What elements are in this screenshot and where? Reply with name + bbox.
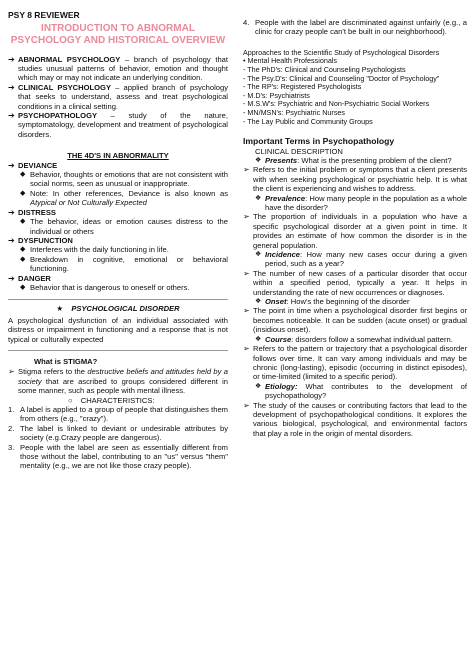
four-star-icon: ❖ (255, 335, 262, 343)
approach-line: - MN/MSN's: Psychiatric Nurses (243, 107, 346, 117)
divider (8, 350, 228, 351)
incidence-term: ❖ Incidence: How many new cases occur during a given period, such as a year? (255, 250, 467, 269)
divider (8, 299, 228, 300)
arrow-icon: ➔ (8, 160, 15, 170)
incidence-def: ➢ The number of new cases of a particular disorder that occur within a specified period, typically a year. It helps in understanding the rate of new occurrences or diagnoses. (243, 268, 467, 297)
distress-label: ➔ DISTRESS (8, 207, 56, 217)
characteristics-heading: ○ CHARACTERISTICS: (68, 395, 155, 405)
dysfunction-bullet-1: ◆ Interferes with the daily functioning in life. (20, 245, 169, 255)
chevron-icon: ➢ (243, 306, 250, 316)
onset-term: ❖ Onset: How's the beginning of the disorder (255, 297, 410, 307)
characteristic-1: 1. A label is applied to a group of people that distinguishes them from others (e.g., "crazy"). (8, 405, 228, 424)
dysfunction-bullet-2: ◆ Breakdown in cognitive, emotional or behavioral functioning. (20, 254, 228, 274)
star-icon: ★ (56, 304, 64, 314)
diamond-icon: ◆ (20, 255, 26, 263)
definition-clinical: ➔ CLINICAL PSYCHOLOGY – applied branch of psychology that seeks to understand, assess and treat psychological conditions in a clinical setting. (8, 82, 228, 111)
deviance-bullet-1: ◆ Behavior, thoughts or emotions that are not consistent with social norms, seen as unusual or inappropriate. (20, 170, 228, 189)
presents-term: ❖ Presents: What is the presenting problem of the client? (255, 155, 452, 165)
terms-heading: Important Terms in Psychopathology (243, 136, 395, 147)
arrow-icon: ➔ (8, 207, 15, 217)
diamond-icon: ◆ (20, 171, 26, 179)
approaches-heading: Approaches to the Scientific Study of Psychological Disorders (243, 47, 440, 57)
chevron-icon: ➢ (243, 344, 250, 354)
characteristic-4: 4. People with the label are discriminated against unfairly (e.g., a clinic for crazy people can't be built in our neighborhood). (243, 18, 467, 37)
approach-line: - M.D's: Psychiatrists (243, 90, 310, 100)
diamond-icon: ◆ (20, 283, 26, 291)
course-term: ❖ Course: disorders follow a somewhat individual pattern. (255, 334, 453, 344)
four-star-icon: ❖ (255, 382, 262, 390)
arrow-icon: ➔ (8, 111, 15, 121)
four-star-icon: ❖ (255, 194, 262, 202)
diamond-icon: ◆ (20, 246, 26, 254)
four-star-icon: ❖ (255, 251, 262, 259)
deviance-bullet-2: ◆ Note: In other references, Deviance is also known as Atypical or Not Culturally Expected (20, 188, 228, 208)
chevron-icon: ➢ (243, 212, 250, 222)
approach-line: • Mental Health Professionals (243, 56, 338, 66)
characteristic-2: 2. The label is linked to deviant or undesirable attributes by society (e.g.Crazy people are dangerous). (8, 423, 228, 443)
definition-psychopathology: ➔ PSYCHOPATHOLOGY – study of the nature, symptomatology, development and treatment of psychological disorders. (8, 111, 228, 139)
approach-line: - M.S.W's: Psychiatric and Non-Psychiatric Social Workers (243, 99, 430, 109)
etiology-def: ➢ The study of the causes or contributing factors that lead to the development of psychopathological conditions. It explores the various biological, psychological, and environmental factors that play a role in the origin of mental disorders. (243, 400, 467, 438)
stigma-definition: ➢ Stigma refers to the destructive beliefs and attitudes held by a society that are ascribed to groups considered different in some manner, such as people with mental illness. (8, 367, 229, 396)
danger-bullet-1: ◆ Behavior that is dangerous to oneself or others. (20, 282, 190, 292)
danger-label: ➔ DANGER (8, 273, 51, 283)
approach-line: - The RP's: Registered Psychologists (243, 82, 362, 92)
diamond-icon: ◆ (20, 189, 26, 197)
arrow-icon: ➔ (8, 235, 15, 245)
approach-line: - The Psy.D's: Clinical and Counseling "Doctor of Psychology" (243, 73, 440, 83)
four-ds-heading: THE 4D'S IN ABNORMALITY (67, 151, 169, 161)
psych-disorder-heading: ★ PSYCHOLOGICAL DISORDER (56, 304, 180, 314)
characteristic-3: 3. People with the label are seen as essentially different from those without the label, contributing to an "us" versus "them" mentality (e.g., we are not like those crazy people). (8, 442, 228, 471)
circle-icon: ○ (68, 395, 73, 405)
psych-disorder-text: A psychological dysfunction of an individual associated with distress or impairment in functioning and a response that is not typical or culturally expected (8, 315, 228, 344)
presents-def: ➢ Refers to the initial problem or symptoms that a client presents with when seeking psychological or psychiatric help. It is what the client is experiencing and wishes to address. (243, 165, 467, 194)
approach-line: - The PhD's: Clinical and Counseling Psychologists (243, 65, 406, 74)
deviance-label: ➔ DEVIANCE (8, 160, 58, 170)
right-column (243, 0, 467, 438)
chevron-icon: ➢ (243, 165, 250, 175)
distress-bullet-1: ◆ The behavior, ideas or emotion causes distress to the individual or others (20, 217, 228, 236)
chevron-icon: ➢ (243, 400, 250, 410)
approaches-section (243, 49, 467, 126)
clinical-description: CLINICAL DESCRIPTION (255, 146, 343, 156)
definition-abnormal: ➔ ABNORMAL PSYCHOLOGY – branch of psychology that studies unusual patterns of behavior, emotion and thought which may or may not indicate an underlying condition. (8, 54, 229, 83)
doc-header: PSY 8 REVIEWER (8, 10, 80, 20)
arrow-icon: ➔ (8, 273, 15, 283)
arrow-icon: ➔ (8, 82, 15, 92)
onset-def: ➢ The point in time when a psychological disorder first begins or becomes noticeable. It can be sudden (acute onset) or gradual (insidious onset). (243, 306, 467, 335)
arrow-icon: ➔ (8, 54, 15, 64)
prevalence-def: ➢ The proportion of individuals in a population who have a specific psychological disorder at a given point in time. It provides an estimate of how common the disorder is in the general population. (243, 212, 467, 250)
four-star-icon: ❖ (255, 156, 262, 164)
dysfunction-label: ➔ DYSFUNCTION (8, 235, 73, 245)
etiology-term: ❖ Etiology: What contributes to the development of psychopathology? (255, 381, 467, 401)
four-star-icon: ❖ (255, 298, 262, 306)
course-def: ➢ Refers to the pattern or trajectory that a psychological disorder follows over time. It can vary among individuals and may be chronic (long-lasting), episodic (occurring in distinct episodes), or time-limited (limited to a specific period). (243, 344, 467, 382)
chevron-icon: ➢ (243, 268, 250, 278)
doc-title: INTRODUCTION TO ABNORMAL PSYCHOLOGY AND HISTORICAL OVERVIEW (10, 23, 226, 46)
prevalence-term: ❖ Prevalence: How many people in the population as a whole have the disorder? (255, 193, 467, 212)
approach-line: - The Lay Public and Community Groups (243, 116, 373, 126)
stigma-heading: What is STIGMA? (34, 356, 98, 366)
chevron-icon: ➢ (8, 367, 15, 377)
diamond-icon: ◆ (20, 218, 26, 226)
left-column (8, 0, 228, 471)
